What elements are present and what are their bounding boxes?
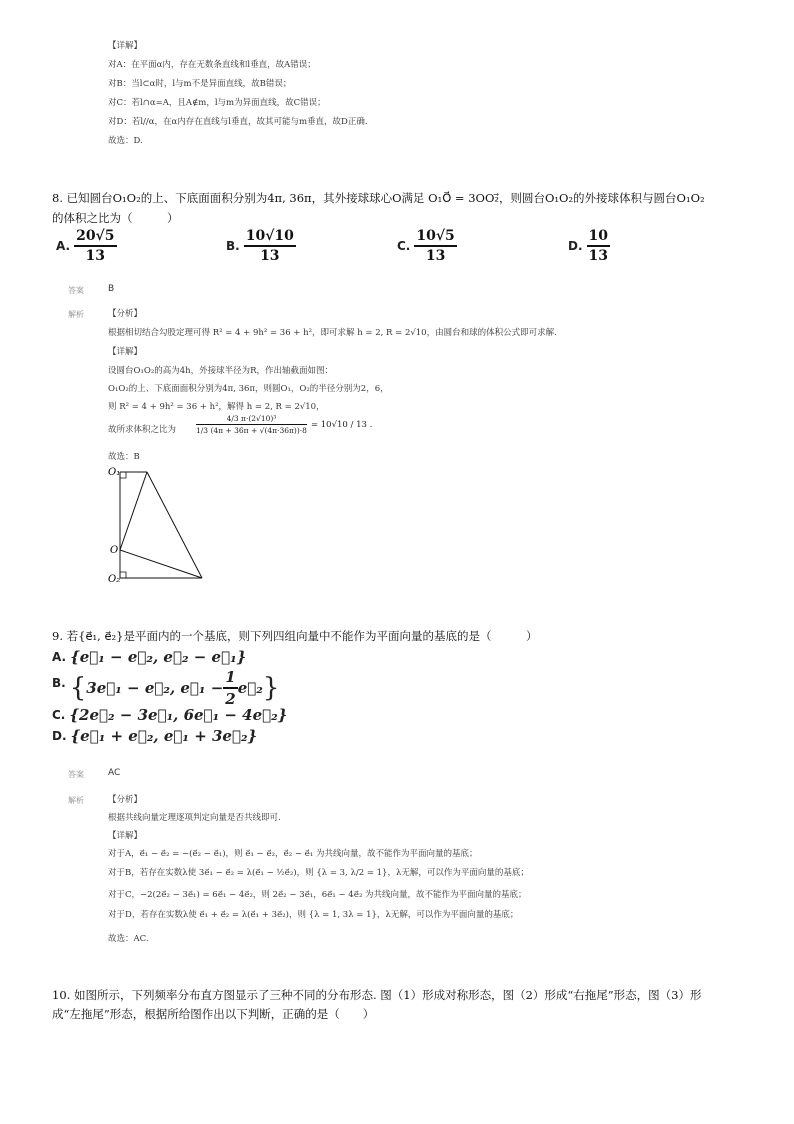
q9-detail-line: 对于A，e⃗₁ − e⃗₂ = −(e⃗₂ − e⃗₁)，则 e⃗₁ − e⃗₂，e⃗₂ − e⃗₁ 为共线向量，故不能作为平面向量的基底；: [108, 849, 478, 859]
q10-stem-line2: 成“左拖尾”形态，根据所给图作出以下判断，正确的是（ ）: [52, 1007, 375, 1021]
q10-stem-line1: 10. 如图所示，下列频率分布直方图显示了三种不同的分布形态. 图（1）形成对称形态，图（2）形成“右拖尾”形态，图（3）形: [52, 988, 702, 1002]
q9-detail-line: 对于C，−2(2e⃗₂ − 3e⃗₁) = 6e⃗₁ − 4e⃗₂，则 2e⃗₂ − 3e⃗₁，6e⃗₁ − 4e⃗₂ 为共线向量，故不能作为平面向量的基底；: [108, 890, 527, 900]
q8-detail-head: 【详解】: [108, 347, 143, 357]
q8-analysis-text: 根据相切结合勾股定理可得 R² = 4 + 9h² = 36 + h²，即可求解 h = 2, R = 2√10，由圆台和球的体积公式即可求解.: [108, 328, 557, 338]
q7-detail-line: 故选：D.: [108, 136, 143, 146]
right-angle-bottom: [120, 572, 126, 578]
q7-detail-line: 对A：在平面α内，存在无数条直线和l垂直，故A错误；: [108, 60, 316, 70]
q9-answer: AC: [108, 768, 121, 778]
q7-detail-head: 【详解】: [108, 41, 143, 51]
label-o1: O₁: [108, 467, 121, 478]
q8-axial-section-figure: [100, 462, 220, 590]
q9-option-c[interactable]: C. {2e⃗₂ − 3e⃗₁, 6e⃗₁ − 4e⃗₂}: [52, 706, 288, 724]
q8-detail-line: 则 R² = 4 + 9h² = 36 + h²，解得 h = 2, R = 2√10，: [108, 402, 325, 412]
radius-to-top: [120, 472, 147, 550]
q8-option-a[interactable]: A. $\frac{20√5}{13}$: [56, 228, 115, 264]
label-o2: O₂: [108, 574, 121, 585]
answer-label: 答案: [68, 286, 84, 295]
q9-analysis-head: 【分析】: [108, 795, 143, 805]
q9-stem: 9. 若{e⃗₁, e⃗₂}是平面内的一个基底，则下列四组向量中不能作为平面向量的基底的是（ ）: [52, 629, 538, 643]
q9-detail-head: 【详解】: [108, 831, 143, 841]
q8-stem-line1: 8. 已知圆台O₁O₂的上、下底面面积分别为4π, 36π，其外接球球心O满足 O₁O⃗ = 3OO₂⃗，则圆台O₁O₂的外接球体积与圆台O₁O₂: [52, 191, 705, 205]
q8-option-c[interactable]: C. $\frac{10√5}{13}$: [397, 228, 455, 264]
analysis-label: 解析: [68, 796, 84, 805]
q8-option-b[interactable]: B. $\frac{10√10}{13}$: [226, 228, 294, 264]
q9-analysis-text: 根据共线向量定理逐项判定向量是否共线即可.: [108, 813, 281, 823]
q8-ratio-prefix: 故所求体积之比为: [108, 425, 177, 435]
analysis-label: 解析: [68, 310, 84, 319]
q7-detail-line: 对D：若l//α，在α内存在直线与l垂直，故其可能与m垂直，故D正确.: [108, 117, 368, 127]
label-o: O: [110, 545, 119, 556]
q8-analysis-head: 【分析】: [108, 309, 143, 319]
q8-conclusion: 故选：B: [108, 452, 140, 462]
answer-label: 答案: [68, 770, 84, 779]
q9-detail-line: 故选：AC.: [108, 934, 149, 944]
q8-answer: B: [108, 284, 115, 294]
q9-option-b[interactable]: B. { 3e⃗₁ − e⃗₂, e⃗₁ − $\frac{1}{2}$ e⃗₂ }: [52, 668, 280, 708]
q8-stem-line2: 的体积之比为（ ）: [52, 211, 179, 225]
q8-ratio-formula: $\frac{\text{4/3 π·(2√10)³}}{1/3 (4\pi + 36\pi + √(4\pi\cdot 36\pi))\cdot 8}$ = 10√10 / 13 .: [196, 414, 373, 435]
right-angle-top: [120, 472, 126, 478]
q9-detail-line: 对于D，若存在实数λ使 e⃗₁ + e⃗₂ = λ(e⃗₁ + 3e⃗₂)，则 {λ = 1, 3λ = 1}，λ无解，可以作为平面向量的基底；: [108, 910, 519, 920]
q8-option-d[interactable]: D. $\frac{10}{13}$: [568, 228, 609, 264]
q8-detail-line: O₁O₂的上、下底面面积分别为4π, 36π，则圆O₁，O₂的半径分别为2，6，: [108, 384, 389, 394]
q9-option-a[interactable]: A. {e⃗₁ − e⃗₂, e⃗₂ − e⃗₁}: [52, 648, 247, 666]
q9-detail-line: 对于B，若存在实数λ使 3e⃗₁ − e⃗₂ = λ(e⃗₁ − ½e⃗₂)，则 {λ = 3, λ/2 = 1}，λ无解，可以作为平面向量的基底；: [108, 868, 529, 878]
q8-detail-line: 设圆台O₁O₂的高为4h，外接球半径为R，作出轴截面如图：: [108, 366, 334, 376]
q9-option-d[interactable]: D. {e⃗₁ + e⃗₂, e⃗₁ + 3e⃗₂}: [52, 727, 258, 745]
q7-detail-line: 对B：当l⊂α时，l与m不是异面直线，故B错误；: [108, 79, 292, 89]
q7-detail-line: 对C：若l∩α=A，且A∉m，l与m为异面直线，故C错误；: [108, 98, 326, 108]
